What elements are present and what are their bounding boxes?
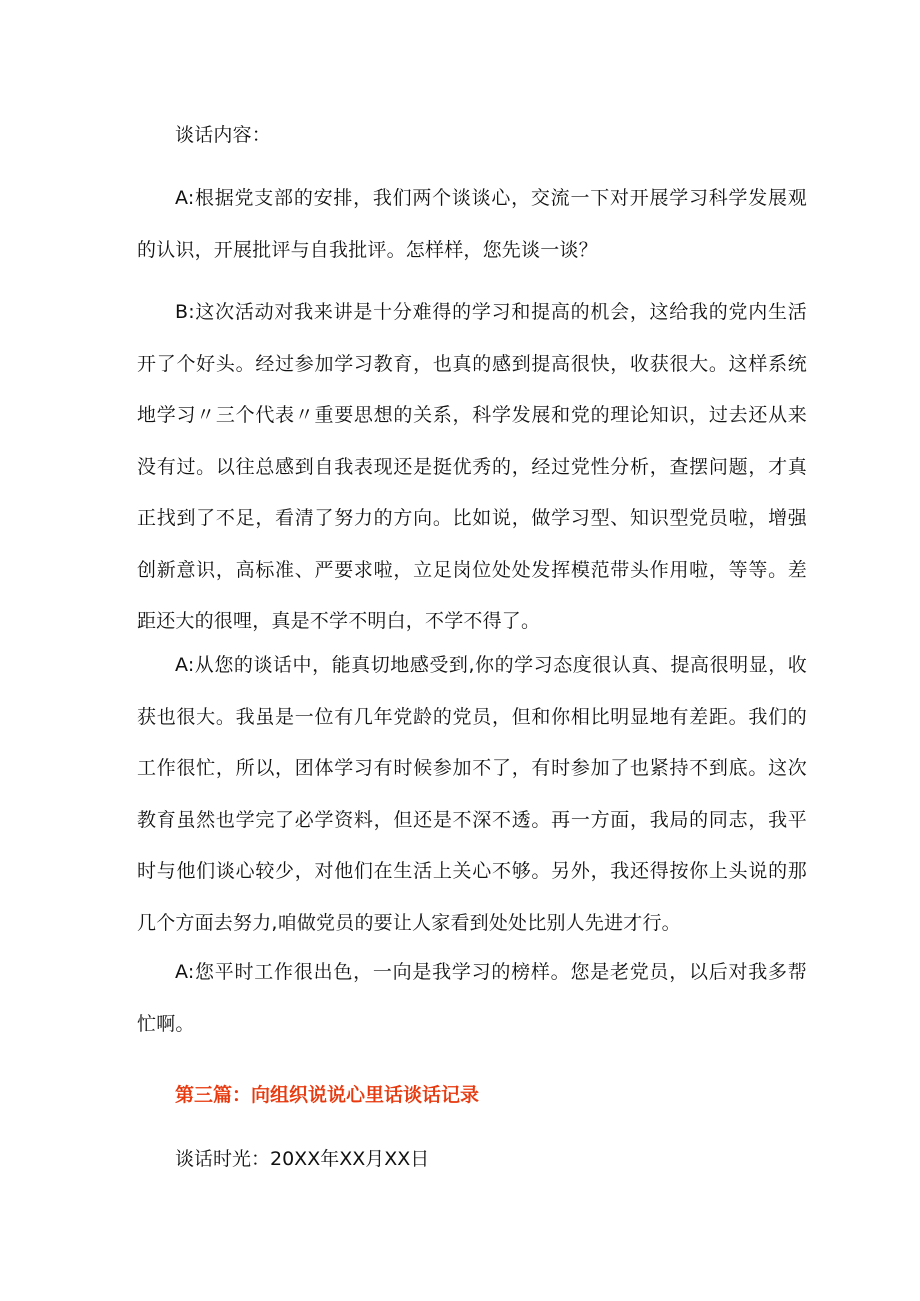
- dialogue-paragraph-a3: A:您平时工作很出色，一向是我学习的榜样。您是老党员，以后对我多帮忙啊。: [137, 961, 807, 1035]
- dialogue-paragraph-b1: B:这次活动对我来讲是十分难得的学习和提高的机会，这给我的党内生活开了个好头。经过参加学习教育，也真的感到提高很快，收获很大。这样系统地学习〃三个代表〃重要思想的关系，科学发展和党的理论知识，过去还从来没有过。以往总感到自我表现还是挺优秀的，经过党性分析，查摆问题，才真正找到了不足，看清了努力的方向。比如说，做学习型、知识型党员啦，增强创新意识，高标准、严要求啦，立足岗位处处发挥模范带头作用啦，等等。差距还大的很哩，真是不学不明白，不学不得了。: [137, 301, 807, 632]
- dialogue-paragraph-a2: A:从您的谈话中，能真切地感受到,你的学习态度很认真、提高很明显，收获也很大。我虽是一位有几年党龄的党员，但和你相比明显地有差距。我们的工作很忙，所以，团体学习有时候参加不了，有时参加了也紧持不到底。这次教育虽然也学完了必学资料，但还是不深不透。再一方面，我局的同志，我平时与他们谈心较少，对他们在生活上关心不够。另外，我还得按你上头说的那几个方面去努力,咱做党员的要让人家看到处处比别人先进才行。: [137, 654, 807, 934]
- dialogue-paragraph-a1: A:根据党支部的安排，我们两个谈谈心，交流一下对开展学习科学发展观的认识，开展批评与自我批评。怎样样，您先谈一谈？: [137, 187, 807, 261]
- content-label: 谈话内容：: [175, 124, 272, 146]
- talk-time-line: 谈话时光：20XX年XX月XX日: [175, 1148, 430, 1170]
- section-heading: 第三篇：向组织说说心里话谈话记录: [175, 1084, 480, 1106]
